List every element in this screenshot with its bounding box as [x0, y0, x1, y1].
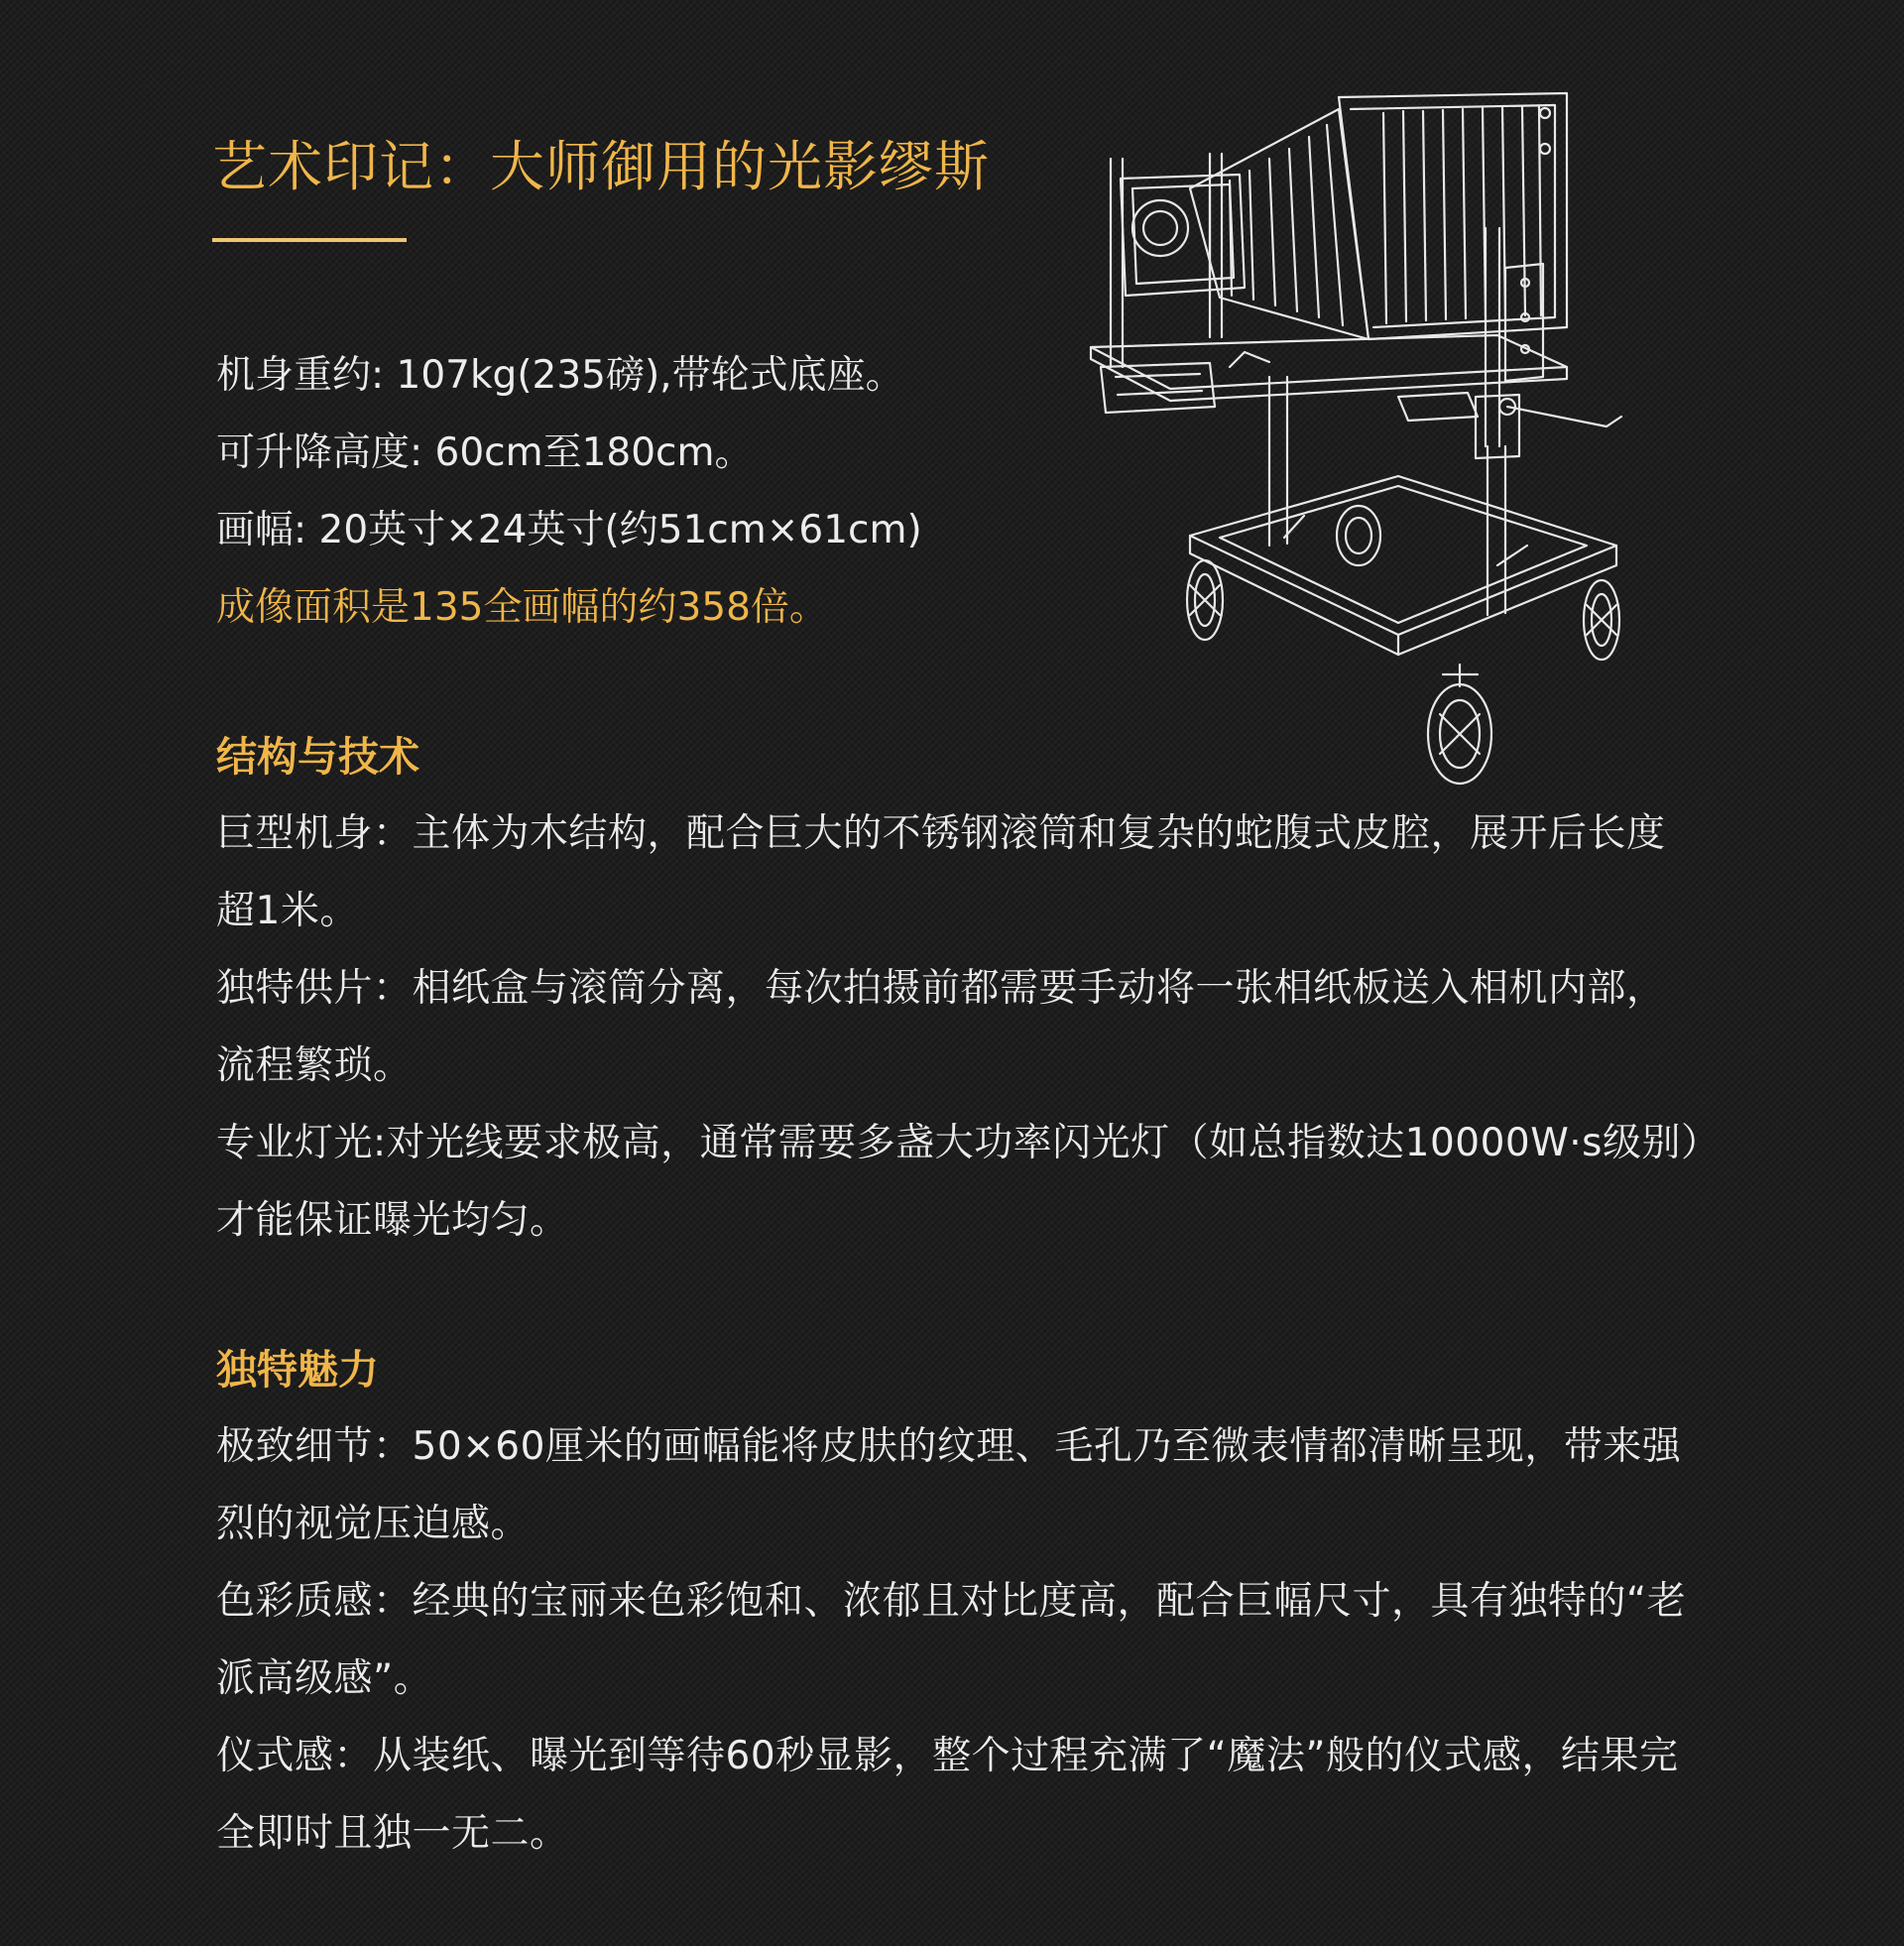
spec-weight: 机身重约: 107kg(235磅),带轮式底座。	[216, 353, 904, 398]
spec-height: 可升降高度: 60cm至180cm。	[216, 430, 754, 475]
charm-detail: 极致细节：50×60厘米的画幅能将皮肤的纹理、毛孔乃至微表情都清晰呈现，带来强烈的视觉压迫感。	[216, 1424, 1682, 1546]
spec-format: 画幅: 20英寸×24英寸(约51cm×61cm)	[216, 508, 922, 552]
structure-body: 巨型机身：主体为木结构，配合巨大的不锈钢滚筒和复杂的蛇腹式皮腔，展开后长度超1米。	[216, 811, 1666, 933]
section-charm	[216, 1331, 1704, 1873]
large-format-camera-illustration	[1071, 79, 1666, 793]
section-heading-structure: 结构与技术	[216, 733, 419, 781]
spec-highlight: 成像面积是135全画幅的约358倍。	[216, 585, 828, 630]
title-underline	[212, 238, 407, 242]
charm-ritual: 仪式感：从装纸、曝光到等待60秒显影，整个过程充满了“魔法”般的仪式感，结果完全即时且独一无二。	[216, 1734, 1679, 1856]
structure-feed: 独特供片：相纸盒与滚筒分离，每次拍摄前都需要手动将一张相纸板送入相机内部，流程繁琐。	[216, 966, 1666, 1088]
section-heading-charm: 独特魅力	[216, 1346, 379, 1394]
page-title: 艺术印记：大师御用的光影缪斯	[212, 135, 991, 198]
section-structure	[216, 718, 1704, 1260]
structure-lighting: 专业灯光:对光线要求极高，通常需要多盏大功率闪光灯（如总指数达10000W·s级别）才能保证曝光均匀。	[216, 1121, 1701, 1243]
charm-color: 色彩质感：经典的宝丽来色彩饱和、浓郁且对比度高，配合巨幅尺寸，具有独特的“老派高级感”。	[216, 1579, 1687, 1701]
spec-list	[216, 337, 1109, 647]
